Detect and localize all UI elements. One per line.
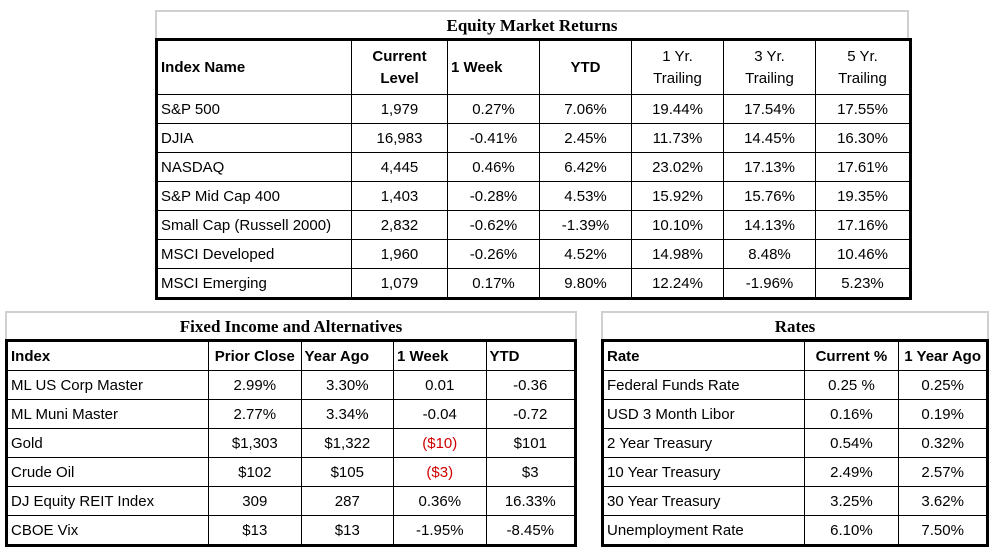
- table-row: [157, 240, 911, 269]
- cell-week: -0.04: [394, 400, 486, 429]
- cell-prior: $1,303: [209, 429, 301, 458]
- cell-current: 2.49%: [804, 458, 899, 487]
- col-rate: Rate: [603, 341, 805, 371]
- cell-prior: 2.77%: [209, 400, 301, 429]
- cell-week: -0.28%: [448, 182, 540, 211]
- cell-level: 1,403: [352, 182, 448, 211]
- table-row: [157, 182, 911, 211]
- cell-ytd: -8.45%: [486, 516, 575, 546]
- cell-y5: 10.46%: [816, 240, 911, 269]
- table-row: [7, 487, 576, 516]
- table-row: [603, 487, 988, 516]
- col-1yr-trailing: [632, 40, 724, 95]
- cell-y3: 15.76%: [724, 182, 816, 211]
- rates-header-row: [603, 341, 988, 371]
- cell-year-ago: 0.19%: [899, 400, 988, 429]
- table-row: [7, 429, 576, 458]
- cell-week: -0.62%: [448, 211, 540, 240]
- equity-title: Equity Market Returns: [155, 10, 909, 38]
- cell-week: 0.17%: [448, 269, 540, 299]
- cell-week: ($10): [394, 429, 486, 458]
- cell-level: 2,832: [352, 211, 448, 240]
- cell-y1: 23.02%: [632, 153, 724, 182]
- table-row: [157, 269, 911, 299]
- cell-week: 0.46%: [448, 153, 540, 182]
- cell-year-ago: 7.50%: [899, 516, 988, 546]
- col-prior-close: Prior Close: [209, 341, 301, 371]
- table-row: [157, 153, 911, 182]
- col-fi-1-week: 1 Week: [394, 341, 486, 371]
- cell-prior: $13: [209, 516, 301, 546]
- table-row: [7, 400, 576, 429]
- table-row: [7, 458, 576, 487]
- cell-week: 0.01: [394, 371, 486, 400]
- cell-prior: 2.99%: [209, 371, 301, 400]
- cell-index: Gold: [7, 429, 209, 458]
- col-1yr-line1: 1 Yr.: [662, 47, 693, 65]
- cell-y1: 10.10%: [632, 211, 724, 240]
- cell-week: -0.26%: [448, 240, 540, 269]
- col-current-pct: Current %: [804, 341, 899, 371]
- col-5yr-trailing: [816, 40, 911, 95]
- cell-rate: USD 3 Month Libor: [603, 400, 805, 429]
- cell-y3: 8.48%: [724, 240, 816, 269]
- cell-index: ML Muni Master: [7, 400, 209, 429]
- cell-year-ago: $13: [301, 516, 393, 546]
- cell-name: DJIA: [157, 124, 352, 153]
- cell-name: MSCI Developed: [157, 240, 352, 269]
- cell-rate: Unemployment Rate: [603, 516, 805, 546]
- cell-year-ago: 2.57%: [899, 458, 988, 487]
- fixed-income-table: [5, 339, 577, 547]
- equity-panel: [155, 10, 909, 300]
- cell-name: MSCI Emerging: [157, 269, 352, 299]
- cell-current: 6.10%: [804, 516, 899, 546]
- cell-index: CBOE Vix: [7, 516, 209, 546]
- cell-week: -1.95%: [394, 516, 486, 546]
- table-row: [7, 371, 576, 400]
- cell-ytd: $101: [486, 429, 575, 458]
- rates-title: Rates: [601, 311, 989, 339]
- cell-y1: 14.98%: [632, 240, 724, 269]
- cell-level: 1,960: [352, 240, 448, 269]
- cell-level: 1,079: [352, 269, 448, 299]
- cell-index: DJ Equity REIT Index: [7, 487, 209, 516]
- col-index-name: Index Name: [157, 40, 352, 95]
- col-1yr-line2: Trailing: [653, 69, 702, 87]
- cell-current: 3.25%: [804, 487, 899, 516]
- col-current-level-line2: Level: [380, 69, 419, 87]
- equity-header-row: [157, 40, 911, 95]
- col-5yr-line2: Trailing: [838, 69, 887, 87]
- table-row: [157, 95, 911, 124]
- col-year-ago: Year Ago: [301, 341, 393, 371]
- cell-year-ago: 0.32%: [899, 429, 988, 458]
- table-row: [7, 516, 576, 546]
- cell-year-ago: 0.25%: [899, 371, 988, 400]
- col-ytd: YTD: [540, 40, 632, 95]
- cell-current: 0.54%: [804, 429, 899, 458]
- cell-year-ago: $1,322: [301, 429, 393, 458]
- cell-y5: 5.23%: [816, 269, 911, 299]
- cell-y5: 19.35%: [816, 182, 911, 211]
- cell-week: ($3): [394, 458, 486, 487]
- col-index: Index: [7, 341, 209, 371]
- cell-y1: 12.24%: [632, 269, 724, 299]
- col-5yr-line1: 5 Yr.: [847, 47, 878, 65]
- cell-y5: 16.30%: [816, 124, 911, 153]
- cell-ytd: 16.33%: [486, 487, 575, 516]
- cell-index: Crude Oil: [7, 458, 209, 487]
- cell-rate: Federal Funds Rate: [603, 371, 805, 400]
- col-fi-ytd: YTD: [486, 341, 575, 371]
- cell-ytd: -1.39%: [540, 211, 632, 240]
- cell-prior: 309: [209, 487, 301, 516]
- table-row: [603, 371, 988, 400]
- cell-ytd: 9.80%: [540, 269, 632, 299]
- rates-panel: [601, 311, 989, 547]
- cell-y5: 17.16%: [816, 211, 911, 240]
- col-current-level-line1: Current: [372, 47, 427, 65]
- cell-y1: 11.73%: [632, 124, 724, 153]
- col-1-year-ago: 1 Year Ago: [899, 341, 988, 371]
- cell-level: 1,979: [352, 95, 448, 124]
- cell-week: -0.41%: [448, 124, 540, 153]
- table-row: [603, 429, 988, 458]
- cell-ytd: 2.45%: [540, 124, 632, 153]
- cell-y3: 17.54%: [724, 95, 816, 124]
- table-row: [157, 211, 911, 240]
- col-3yr-trailing: [724, 40, 816, 95]
- cell-year-ago: 3.62%: [899, 487, 988, 516]
- col-current-level: [352, 40, 448, 95]
- cell-prior: $102: [209, 458, 301, 487]
- cell-year-ago: 3.34%: [301, 400, 393, 429]
- cell-week: 0.27%: [448, 95, 540, 124]
- cell-y5: 17.61%: [816, 153, 911, 182]
- table-row: [603, 516, 988, 546]
- col-3yr-line2: Trailing: [745, 69, 794, 87]
- cell-level: 16,983: [352, 124, 448, 153]
- cell-rate: 2 Year Treasury: [603, 429, 805, 458]
- cell-name: S&P Mid Cap 400: [157, 182, 352, 211]
- cell-name: Small Cap (Russell 2000): [157, 211, 352, 240]
- cell-rate: 10 Year Treasury: [603, 458, 805, 487]
- cell-level: 4,445: [352, 153, 448, 182]
- cell-year-ago: $105: [301, 458, 393, 487]
- cell-week: 0.36%: [394, 487, 486, 516]
- cell-y5: 17.55%: [816, 95, 911, 124]
- cell-ytd: -0.72: [486, 400, 575, 429]
- rates-table: [601, 339, 989, 547]
- cell-index: ML US Corp Master: [7, 371, 209, 400]
- table-row: [157, 124, 911, 153]
- cell-ytd: 4.53%: [540, 182, 632, 211]
- cell-name: NASDAQ: [157, 153, 352, 182]
- cell-ytd: -0.36: [486, 371, 575, 400]
- cell-y3: 14.13%: [724, 211, 816, 240]
- cell-year-ago: 3.30%: [301, 371, 393, 400]
- cell-ytd: 6.42%: [540, 153, 632, 182]
- fixed-income-title: Fixed Income and Alternatives: [5, 311, 577, 339]
- cell-rate: 30 Year Treasury: [603, 487, 805, 516]
- cell-year-ago: 287: [301, 487, 393, 516]
- table-row: [603, 400, 988, 429]
- cell-y3: 17.13%: [724, 153, 816, 182]
- cell-y1: 15.92%: [632, 182, 724, 211]
- table-row: [603, 458, 988, 487]
- cell-current: 0.16%: [804, 400, 899, 429]
- cell-ytd: 4.52%: [540, 240, 632, 269]
- cell-current: 0.25 %: [804, 371, 899, 400]
- cell-ytd: $3: [486, 458, 575, 487]
- col-3yr-line1: 3 Yr.: [754, 47, 785, 65]
- fixed-income-panel: [5, 311, 577, 547]
- equity-table: [155, 38, 912, 300]
- cell-name: S&P 500: [157, 95, 352, 124]
- cell-ytd: 7.06%: [540, 95, 632, 124]
- cell-y3: -1.96%: [724, 269, 816, 299]
- col-1-week: 1 Week: [448, 40, 540, 95]
- fixed-income-header-row: [7, 341, 576, 371]
- cell-y3: 14.45%: [724, 124, 816, 153]
- cell-y1: 19.44%: [632, 95, 724, 124]
